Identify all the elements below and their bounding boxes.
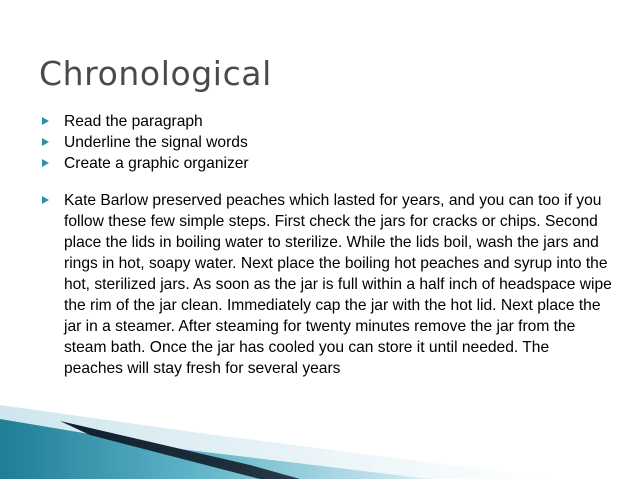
bullet-item — [42, 111, 612, 132]
bullet-item — [42, 132, 612, 153]
triangle-bullet-icon — [42, 138, 49, 146]
bullet-item — [42, 190, 612, 379]
triangle-bullet-icon — [42, 117, 49, 125]
paragraph-text: Kate Barlow preserved peaches which lasted for years, and you can too if you follow these few simple steps. First check the jars for cracks or chips. Second place the lids in boiling water to sterilize. While the lids boil, wash the jars and rings in hot, soapy water. Next place the boiling hot peaches and syrup into the hot, sterilized jars. As soon as the jar is full within a half inch of headspace wipe the rim of the jar clean. Immediately cap the jar with the hot lid. Next place the jar in a steamer. After steaming for twenty minutes remove the jar from the steam bath. Once the jar has cooled you can store it until needed. The peaches will stay fresh for several years — [64, 192, 612, 377]
bullet-text: Read the paragraph — [64, 113, 203, 130]
slide-title: Chronological — [39, 54, 272, 93]
bullet-list — [42, 111, 612, 379]
triangle-bullet-icon — [42, 159, 49, 167]
triangle-bullet-icon — [42, 196, 49, 204]
bullet-item — [42, 153, 612, 174]
bullet-text: Create a graphic organizer — [64, 155, 249, 172]
decorative-swoosh — [0, 399, 638, 479]
bullet-text: Underline the signal words — [64, 134, 248, 151]
